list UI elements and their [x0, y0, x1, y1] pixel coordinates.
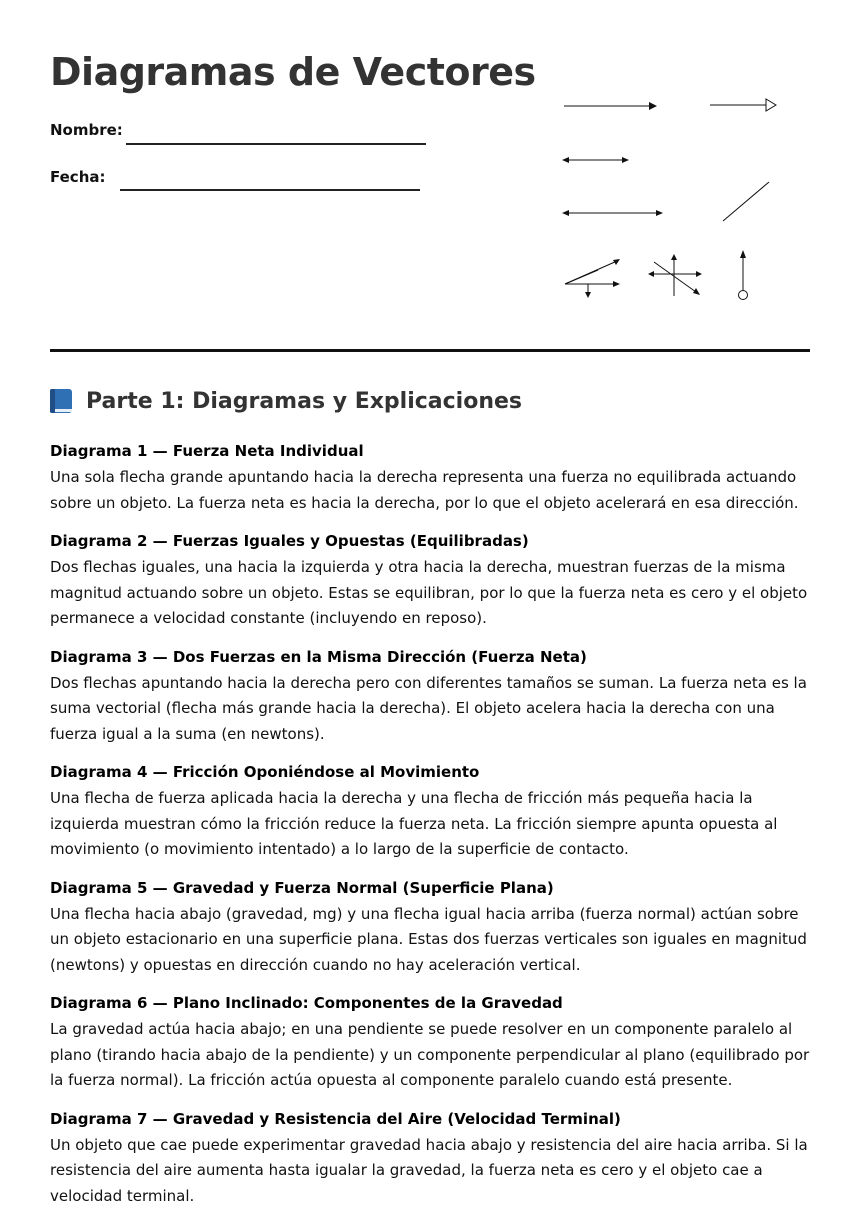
diagram-description: Dos flechas apuntando hacia la derecha pero con diferentes tamaños se suman. La fuerza neta es la suma vectorial (flecha más grande hacia la derecha). El objeto acelera hacia la derecha con una fuerza igual a la suma (en newtons).: [50, 673, 807, 743]
name-field[interactable]: [126, 143, 426, 145]
diagram-title: Diagrama 7 — Gravedad y Resistencia del Aire (Velocidad Terminal): [50, 1109, 621, 1128]
date-label: Fecha:: [50, 168, 106, 186]
date-field[interactable]: [120, 189, 420, 191]
diagram-description: Una flecha hacia abajo (gravedad, mg) y una flecha igual hacia arriba (fuerza normal) actúan sobre un objeto estacionario en una superficie plana. Estas dos fuerzas verticales son iguales en magnitud (newtons) y opuestas en dirección cuando no hay aceleración vertical.: [50, 904, 807, 974]
vector-examples-illustration: [540, 60, 800, 310]
double-arrow-short-icon: [562, 157, 629, 163]
diagram-title: Diagrama 6 — Plano Inclinado: Componentes de la Gravedad: [50, 994, 563, 1012]
arrow-right-icon: [564, 102, 657, 110]
diagram-item: [50, 530, 810, 632]
double-arrow-long-icon: [562, 210, 663, 216]
name-label: Nombre:: [50, 121, 123, 139]
diagram-list: [50, 440, 810, 1223]
diagram-title: Diagrama 3 — Dos Fuerzas en la Misma Dirección (Fuerza Neta): [50, 647, 587, 666]
diagram-item: [50, 646, 810, 748]
diagram-title: Diagrama 2 — Fuerzas Iguales y Opuestas (Equilibradas): [50, 532, 529, 550]
diagram-description: Dos flechas iguales, una hacia la izquierda y otra hacia la derecha, muestran fuerzas de la misma magnitud actuando sobre un objeto. Estas se equilibran, por lo que la fuerza neta es cero y el objeto permanece a velocidad constante (incluyendo en reposo).: [50, 558, 808, 627]
diagonal-line-icon: [723, 182, 769, 221]
vertical-arrow-circle-icon: [739, 250, 748, 300]
diagram-title: Diagrama 1 — Fuerza Neta Individual: [50, 442, 364, 460]
diagram-item: [50, 761, 810, 863]
section-heading: [50, 388, 522, 414]
diagram-title: Diagrama 4 — Fricción Oponiéndose al Movimiento: [50, 763, 480, 781]
diagram-description: Una flecha de fuerza aplicada hacia la derecha y una flecha de fricción más pequeña hacia la izquierda muestran cómo la fricción reduce la fuerza neta. La fricción siempre apunta opuesta al movimiento (o movimiento intentado) a lo largo de la superficie de contacto.: [50, 789, 778, 858]
force-cross-icon: [648, 254, 702, 296]
diagram-description: La gravedad actúa hacia abajo; en una pendiente se puede resolver en un componente paralelo al plano (tirando hacia abajo de la pendiente) y un componente perpendicular al plano (equilibrado por la fuerza normal). La fricción actúa opuesta al componente paralelo cuando está presente.: [50, 1020, 810, 1089]
diagram-description: Una sola flecha grande apuntando hacia la derecha representa una fuerza no equilibrada actuando sobre un objeto. La fuerza neta es hacia la derecha, por lo que el objeto acelerará en esa dirección.: [50, 468, 799, 512]
diagram-description: Un objeto que cae puede experimentar gravedad hacia abajo y resistencia del aire hacia arriba. Si la resistencia del aire aumenta hasta igualar la gravedad, la fuerza neta es cero y el objeto cae a velocidad terminal.: [50, 1135, 808, 1205]
diagram-item: [50, 877, 810, 979]
diagram-item: [50, 992, 810, 1094]
diagram-item: [50, 1108, 810, 1210]
header-divider: [50, 349, 810, 352]
book-icon: [50, 388, 74, 414]
diagram-title: Diagrama 5 — Gravedad y Fuerza Normal (Superficie Plana): [50, 878, 554, 897]
inclined-plane-icon: [565, 259, 620, 298]
page-title: Diagramas de Vectores: [50, 50, 536, 94]
diagram-item: [50, 440, 810, 516]
hollow-arrow-right-icon: [710, 99, 776, 111]
section-heading-text: Parte 1: Diagramas y Explicaciones: [86, 388, 523, 414]
